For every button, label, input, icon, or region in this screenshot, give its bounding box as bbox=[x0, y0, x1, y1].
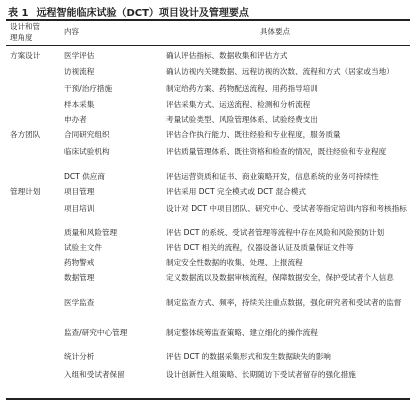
row-points: 评估 DCT 的数据采集形式和发生数据缺失的影响 bbox=[166, 352, 331, 361]
row-category: 各方团队 bbox=[10, 130, 41, 139]
row-points: 考量试验类型、风险管理体系、试验经费支出 bbox=[166, 115, 318, 124]
row-content: 样本采集 bbox=[64, 100, 95, 109]
row-content: 数据管理 bbox=[64, 273, 95, 282]
row-content: 项目管理 bbox=[64, 187, 95, 196]
row-points: 定义数据流以及数据审核流程，保障数据安全，保护受试者个人信息 bbox=[166, 273, 394, 282]
row-content: 质量和风险管理 bbox=[64, 228, 118, 237]
row-points: 制定给药方案、药物配送流程、用药指导培训 bbox=[166, 84, 318, 93]
row-content: 项目培训 bbox=[64, 204, 95, 213]
row-points: 评估运营资质和证书、商业策略开发，信息系统的业务可持续性 bbox=[166, 172, 379, 181]
row-content: 临床试验机构 bbox=[64, 147, 110, 156]
row-content: 干预/治疗措施 bbox=[64, 84, 113, 93]
header-content: 内容 bbox=[64, 27, 79, 36]
table-caption bbox=[8, 4, 249, 19]
row-points: 评估 DCT 的系统、受试者管理等流程中存在风险和风险预防计划 bbox=[166, 228, 385, 237]
row-content: 医学监查 bbox=[64, 298, 95, 307]
row-content: 医学评估 bbox=[64, 51, 95, 60]
header-rule bbox=[6, 45, 410, 46]
bottom-rule bbox=[6, 398, 410, 400]
header-angle: 设计和管 理角度 bbox=[10, 22, 40, 42]
row-points: 确认访视内关键数据、远程访视的次数、流程和方式（居家或当地） bbox=[166, 67, 394, 76]
row-points: 评估采用 DCT 完全模式或 DCT 混合模式 bbox=[166, 187, 306, 196]
header-points: 具体要点 bbox=[260, 27, 290, 36]
row-content: 监查/研究中心管理 bbox=[64, 328, 128, 337]
row-points: 评估采集方式、运送流程、检测和分析流程 bbox=[166, 100, 311, 109]
row-content: 试验主文件 bbox=[64, 243, 102, 252]
row-points: 制定监查方式、频率，持续关注重点数据，强化研究者和受试者的监督 bbox=[166, 298, 402, 307]
row-points: 确认评估指标、数据收集和评估方式 bbox=[166, 51, 288, 60]
row-content: 申办者 bbox=[64, 115, 87, 124]
row-category: 管理计划 bbox=[10, 187, 41, 196]
row-content: 合同研究组织 bbox=[64, 130, 110, 139]
row-points: 评估质量管理体系、既往资格和检查的情况，既往经验和专业程度 bbox=[166, 147, 387, 156]
row-content: DCT 供应商 bbox=[64, 172, 105, 181]
row-points: 设计创新性入组策略、长期随访下受试者留存的强化措施 bbox=[166, 370, 356, 379]
table-title: 远程智能临床试验（DCT）项目设计及管理要点 bbox=[36, 8, 249, 19]
row-points: 设计对 DCT 中项目团队、研究中心、受试者等指定培训内容和考核指标 bbox=[166, 204, 407, 213]
row-content: 入组和受试者保留 bbox=[64, 370, 125, 379]
row-points: 评估合作执行能力、既往经验和专业程度，服务质量 bbox=[166, 130, 341, 139]
row-points: 制定整体统筹监查策略、建立细化的操作流程 bbox=[166, 328, 318, 337]
row-content: 药物警戒 bbox=[64, 258, 95, 267]
row-points: 评估 DCT 相关的流程，仪器设备认证及质量保证文件等 bbox=[166, 243, 354, 252]
top-rule bbox=[6, 19, 410, 21]
table-number: 表 1 bbox=[8, 8, 29, 19]
row-category: 方案设计 bbox=[10, 51, 41, 60]
row-content: 统计分析 bbox=[64, 352, 95, 361]
row-content: 访视流程 bbox=[64, 67, 95, 76]
row-points: 制定安全性数据的收集、处理、上报流程 bbox=[166, 258, 303, 267]
